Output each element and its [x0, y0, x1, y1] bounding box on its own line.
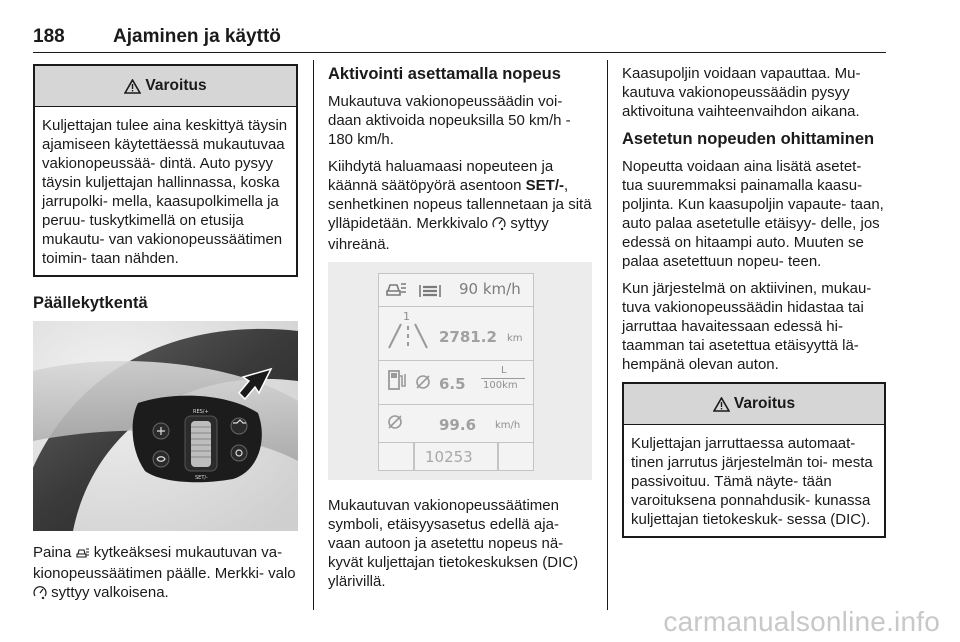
adaptive-cruise-car-icon: [385, 280, 407, 302]
cruise-control-indicator-icon: [33, 585, 47, 604]
fuel-consumption-value: 6.5: [439, 375, 466, 393]
warning-header: [624, 384, 884, 425]
paragraph: Mukautuva vakionopeussäädin voi- daan aktivoida nopeuksilla 50 km/h - 180 km/h.: [328, 93, 571, 148]
dic-avg-speed-row: [379, 404, 533, 443]
column-divider: [607, 60, 608, 610]
average-symbol-icon: [415, 374, 431, 394]
paragraph: Mukautuvan vakionopeussäätimen symboli, etäisyysasetus edellä aja- vaan autoon ja asetettu nopeus nä- kyvät kuljettajan tietokeskuksen (DIC) ylärivillä.: [328, 497, 579, 590]
fuel-unit-numerator: L: [501, 365, 507, 376]
paragraph: Kaasupoljin voidaan vapauttaa. Mu- kautuva vakionopeussäädin pysyy aktivoituna vaihteenvaihdon aikana.: [622, 65, 861, 120]
steering-wheel-photo: [33, 321, 298, 531]
page-header: [33, 24, 886, 53]
paragraph: Paina kytkeäksesi mukautuvan va- kionopeussäätimen päälle. Merkki- valo syttyy valkoisena.: [33, 543, 298, 604]
column-1: [33, 64, 298, 612]
average-speed-unit: km/h: [495, 420, 521, 431]
trip-distance-unit: km: [507, 333, 523, 344]
average-symbol-icon: [387, 414, 403, 434]
section-heading: Päällekytkentä: [33, 294, 148, 312]
page-number: 188: [33, 26, 65, 47]
section-heading: Asetetun nopeuden ohittaminen: [622, 130, 875, 148]
fuel-unit-denominator: 100km: [483, 380, 518, 391]
set-button-label: SET/-: [525, 177, 564, 194]
warning-title: Varoitus: [733, 395, 796, 412]
warning-box: [622, 382, 886, 538]
dic-display: [378, 273, 534, 471]
column-divider: [313, 60, 314, 610]
distance-setting-icon: [417, 281, 443, 303]
paragraph: Kiihdytä haluamaasi nopeuteen ja käännä säätöpyörä asentoon SET/-, senhetkinen nopeus tallennetaan ja sitä ylläpidetään. Merkkivalo syttyy vihreänä.: [328, 158, 592, 253]
dic-trip-row: [379, 306, 533, 361]
warning-triangle-icon: [713, 397, 730, 412]
warning-header: [35, 66, 296, 107]
warning-text: Kuljettajan tulee aina keskittyä täysin ajamiseen käytettäessä mukautuvaa vakionopeussää- dintä. Auto pysyy täysin kuljettajan hallinnassa, koska jarrupolki- mella, kaasupolkimella ja peruu- tuskytkimellä on etusija mukautu- van vakionopeussäätimen toimin- taan nähden.: [42, 117, 288, 267]
section-heading: Aktivointi asettamalla nopeus: [328, 65, 561, 83]
dic-top-row: [379, 274, 533, 307]
column-3: [622, 64, 886, 554]
driver-information-center-illustration: [328, 262, 592, 480]
fuel-pump-icon: [387, 368, 407, 396]
cruise-control-indicator-icon: [492, 216, 506, 235]
watermark: carmanualsonline.info: [663, 606, 940, 637]
trip-distance: 2781.2: [439, 328, 497, 346]
paragraph: Nopeutta voidaan aina lisätä asetet- tua suuremmaksi painamalla kaasu- poljinta. Kun kaasupoljin vapaute- taan, auto palaa asetetulle etäisyy- delle, jos edessä on hitaampi auto. Muuten se palaa asetettuun nopeu- teen.: [622, 158, 884, 270]
average-speed-value: 99.6: [439, 416, 477, 434]
warning-text: Kuljettajan jarruttaessa automaat- tinen jarrutus järjestelmän toi- mesta passivoituu. Tämä näyte- tään varoituksena ponnahdusik- kunassa kuljettajan tietokeskuk- sessa (DIC).: [631, 435, 873, 528]
column-2: [328, 64, 592, 599]
dic-odometer-row: [379, 442, 533, 470]
adaptive-cruise-car-icon: [76, 545, 90, 564]
dic-fuel-row: [379, 360, 533, 405]
road-icon: [385, 320, 431, 354]
res-label: RES/+: [193, 409, 209, 415]
paragraph: Kun järjestelmä on aktiivinen, mukau- tuva vakionopeussäädin hidastaa tai jarruttaa havaitessaan edessä hi- taamman tai asetettua etäisyyttä lä- hempänä olevan auton.: [622, 280, 872, 373]
warning-title: Varoitus: [145, 77, 207, 94]
set-label: SET/-: [195, 475, 208, 481]
set-speed-readout: 90 km/h: [459, 280, 521, 298]
warning-triangle-icon: [124, 79, 141, 94]
trip-digit: 1: [403, 310, 410, 323]
odometer-value: 10253: [425, 448, 473, 466]
chapter-title: Ajaminen ja käyttö: [113, 26, 281, 47]
fraction-line: [481, 378, 525, 379]
warning-box: [33, 64, 298, 277]
